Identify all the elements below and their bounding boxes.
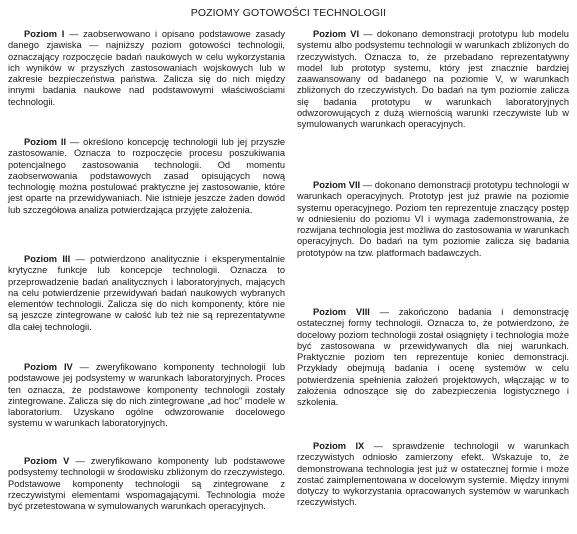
level-description: — zakończono badania i demonstrację ostatecznej formy technologii. Oznacza to, że potwierdzono, że docelowy poziom technologii został osiągnięty i technologia może być zastosowana w przewidywanych dla niej warunkach. Praktycznie poziom ten reprezentuje koniec demonstracji. Przykłady obejmują badania i ocenę systemów w celu potwierdzenia spełnienia założeń projektowych, włączając w to założenia odnoszące się do zabezpieczenia logistycznego i szkolenia. [297,307,569,408]
level-5-paragraph [8,456,285,512]
level-heading: Poziom IV [24,362,73,372]
level-6-paragraph [297,29,569,131]
level-description: — określono koncepcję technologii lub jej przyszłe zastosowanie. Oznacza to rozpoczęcie procesu poszukiwania potencjalnego zastosowania technologii. Od momentu zaobserwowania podstawowych zasad opisujących nową technologię można postulować praktyczne jej zastosowanie, które jest oparte na przewidywaniach. Nie istnieje jeszcze żaden dowód lub szczegółowa analiza potwierdzająca przyjęte założenia. [8,137,285,215]
level-2-paragraph [8,137,285,216]
level-description: — sprawdzenie technologii w warunkach rzeczywistych odniosło zamierzony efekt. Wskazuje to, że demonstrowana technologia jest już w ostatecznej formie i może zostać zaimplementowana w docelowym systemie. Między innymi dotyczy to wykorzystania opracowanych systemów w warunkach rzeczywistych. [297,441,569,508]
level-7-paragraph [297,180,569,259]
level-heading: Poziom I [24,29,65,39]
level-description: — dokonano demonstracji prototypu technologii w warunkach operacyjnych. Prototyp jest już prawie na poziomie systemu operacyjnego. Poziom ten reprezentuje znaczący postęp w odniesieniu do poziomu VI i wymaga zademonstrowania, że rozwijana technologia jest możliwa do zastosowania w warunkach operacyjnych. Do badań na tym poziomie zalicza się badania prototypów na tzw. platformach badawczych. [297,180,569,258]
level-9-paragraph [297,441,569,509]
level-heading: Poziom II [24,137,67,147]
level-4-paragraph [8,362,285,430]
level-description: — potwierdzono analitycznie i eksperymentalnie krytyczne funkcje lub koncepcje technologii. Oznacza to przeprowadzenie badań analitycznych i laboratoryjnych, mających na celu potwierdzenie przewidywań badań naukowych wybranych elementów technologii. Zalicza się do nich komponenty, które nie są jeszcze zintegrowane w całość lub też nie są reprezentatywne dla całej technologii. [8,254,285,332]
level-heading: Poziom III [24,254,71,264]
level-3-paragraph [8,254,285,333]
level-8-paragraph [297,307,569,409]
document-title: POZIOMY GOTOWOŚCI TECHNOLOGII [190,7,387,19]
level-heading: Poziom VIII [313,307,370,317]
level-description: — zweryfikowano komponenty lub podstawowe podsystemy technologii w środowisku zbliżonym do rzeczywistego. Podstawowe komponenty technologii są zintegrowane z rzeczywistymi elementami wspomagającymi. Technologia może być przetestowana w symulowanych warunkach operacyjnych. [8,456,286,512]
level-description: — zweryfikowano komponenty technologii lub podstawowe jej podsystemy w warunkach laboratoryjnych. Proces ten oznacza, że podstawowe komponenty technologii zostały zintegrowane. Zalicza się do nich zintegrowane „ad hoc” modele w laboratorium. Uzyskano ogólne odwzorowanie docelowego systemu w warunkach laboratoryjnych. [8,362,285,429]
level-heading: Poziom VI [313,29,360,39]
level-heading: Poziom V [24,456,70,466]
level-1-paragraph [8,29,285,108]
level-heading: Poziom VII [313,180,361,190]
level-heading: Poziom IX [313,441,365,451]
level-description: — dokonano demonstracji prototypu lub modelu systemu albo podsystemu technologii w warunkach zbliżonych do rzeczywistych. Oznacza to, że przebadano reprezentatywny model lub prototyp systemu, który jest znacznie bardziej zaawansowany od badanego na poziomie V, w warunkach zbliżonych do rzeczywistych. Do badań na tym poziomie zalicza się badania prototypu w warunkach laboratoryjnych odwzorowujących z dużą wiernością warunki rzeczywiste lub w symulowanych warunkach operacyjnych. [297,29,569,130]
level-description: — zaobserwowano i opisano podstawowe zasady danego zjawiska — najniższy poziom gotowości technologii, oznaczający rozpoczęcie badań naukowych w celu wykorzystania ich wyników w przyszłych zastosowaniach wojskowych lub w zakresie bezpieczeństwa państwa. Zalicza się do nich między innymi badania naukowe nad podstawowymi właściwościami technologii. [8,29,285,107]
